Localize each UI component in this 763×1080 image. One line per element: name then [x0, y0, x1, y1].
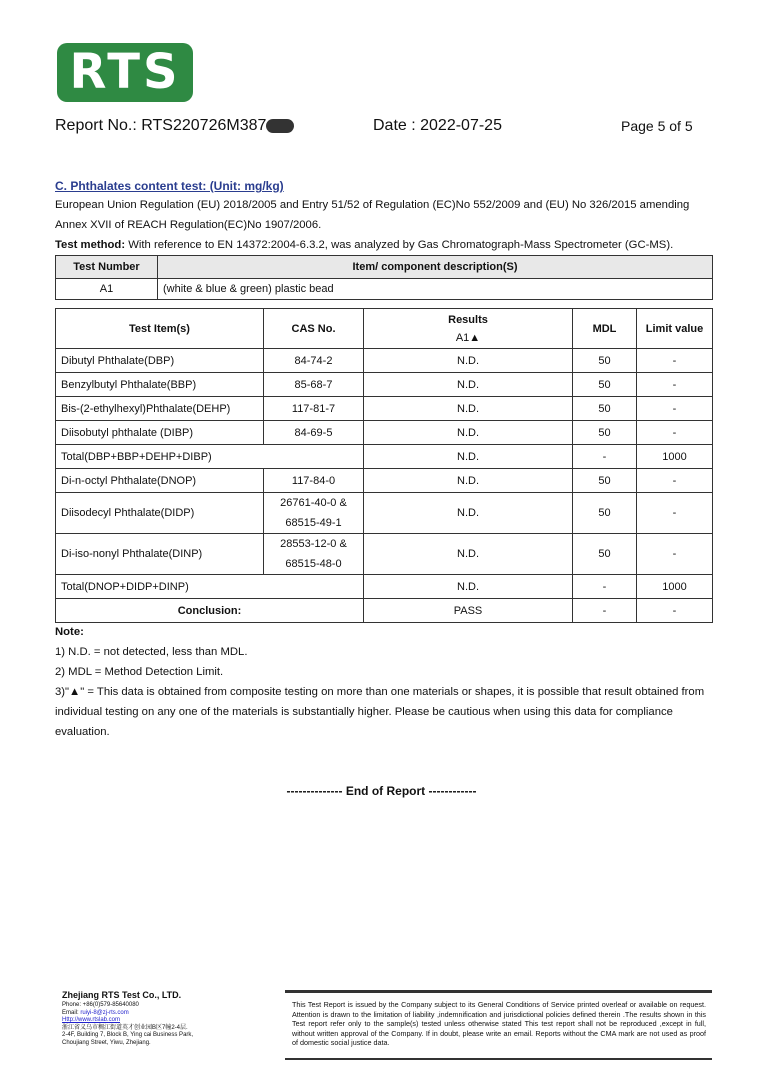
mdl-value: 50	[573, 349, 637, 373]
cas-number-2: 68515-49-1	[285, 517, 342, 529]
result-row	[56, 575, 713, 599]
col-header-item: Test Item(s)	[56, 309, 264, 349]
mdl-value: 50	[573, 421, 637, 445]
result-row	[56, 421, 713, 445]
cas-number: 117-84-0	[264, 469, 364, 493]
test-method	[55, 235, 715, 255]
website-link[interactable]: Http://www.rtslab.com	[62, 1017, 121, 1023]
cas-number: 85-68-7	[264, 373, 364, 397]
email-link[interactable]: ruiyi-8@zj-rts.com	[80, 1009, 129, 1016]
mdl-value: 50	[573, 469, 637, 493]
result-row	[56, 534, 713, 575]
conclusion-limit: -	[637, 599, 713, 623]
mdl-value: 50	[573, 493, 637, 534]
conclusion-label: Conclusion:	[56, 599, 364, 623]
col-header-test-number: Test Number	[56, 256, 158, 279]
test-method-label: Test method:	[55, 239, 126, 251]
limit-value: -	[637, 373, 713, 397]
mdl-value: -	[573, 575, 637, 599]
address-cn: 浙江省义乌市稠江街道英才创业园B区7幢2-4层.	[62, 1024, 188, 1031]
address-line-2: Choujiang Street, Yiwu, Zhejiang.	[62, 1039, 151, 1046]
result-value: N.D.	[364, 469, 573, 493]
company-contact	[62, 1002, 242, 1047]
limit-value: -	[637, 349, 713, 373]
test-item: Dibutyl Phthalate(DBP)	[56, 349, 264, 373]
limit-value: 1000	[637, 575, 713, 599]
result-value: N.D.	[364, 349, 573, 373]
email-label: Email:	[62, 1009, 81, 1016]
page-number: Page 5 of 5	[621, 118, 693, 134]
result-value: N.D.	[364, 397, 573, 421]
test-item: Bis-(2-ethylhexyl)Phthalate(DEHP)	[56, 397, 264, 421]
sample-table	[55, 255, 713, 300]
regulation-text: European Union Regulation (EU) 2018/2005 and Entry 51/52 of Regulation (EC)No 552/2009 and (EU) No 326/2015 amending Annex XVII of REACH Regulation(EC)No 1907/2006.	[55, 199, 690, 231]
limit-value: -	[637, 397, 713, 421]
note-1: 1) N.D. = not detected, less than MDL.	[55, 646, 248, 658]
limit-value: -	[637, 493, 713, 534]
cas-number: 26761-40-0 &	[280, 497, 347, 509]
conclusion-row	[56, 599, 713, 623]
col-header-cas: CAS No.	[264, 309, 364, 349]
redaction-mark	[266, 119, 294, 133]
result-row	[56, 373, 713, 397]
note-3: 3)"▲" = This data is obtained from composite testing on more than one materials or shapes, it is possible that result obtained from individual testing on any one of the materials is substantially higher. Please be cautious when using this data for compliance evaluation.	[55, 686, 705, 738]
cas-number: 84-69-5	[264, 421, 364, 445]
result-value: N.D.	[364, 575, 573, 599]
col-header-results: Results	[448, 313, 488, 326]
mdl-value: 50	[573, 373, 637, 397]
col-header-sample: A1▲	[455, 331, 481, 344]
result-row	[56, 469, 713, 493]
cas-number: 28553-12-0 &	[280, 538, 347, 550]
result-row	[56, 397, 713, 421]
footer-divider-top	[285, 990, 712, 993]
limit-value: 1000	[637, 445, 713, 469]
cas-number: 84-74-2	[264, 349, 364, 373]
notes-title: Note:	[55, 626, 84, 638]
report-number	[55, 117, 294, 135]
section-title: C. Phthalates content test: (Unit: mg/kg)	[55, 179, 284, 193]
rts-logo: RTS	[57, 43, 193, 102]
test-item: Total(DNOP+DIDP+DINP)	[56, 575, 364, 599]
result-row	[56, 445, 713, 469]
report-date: Date : 2022-07-25	[373, 117, 502, 134]
report-number-label: Report No.:	[55, 117, 137, 134]
sample-number: A1	[56, 279, 158, 300]
mdl-value: -	[573, 445, 637, 469]
test-item: Di-n-octyl Phthalate(DNOP)	[56, 469, 264, 493]
col-header-mdl: MDL	[573, 309, 637, 349]
col-header-limit: Limit value	[637, 309, 713, 349]
col-header-description: Item/ component description(S)	[158, 256, 713, 279]
results-table	[55, 308, 713, 623]
conclusion-result: PASS	[364, 599, 573, 623]
result-value: N.D.	[364, 421, 573, 445]
result-value: N.D.	[364, 493, 573, 534]
conclusion-mdl: -	[573, 599, 637, 623]
sample-description: (white & blue & green) plastic bead	[158, 279, 713, 300]
limit-value: -	[637, 469, 713, 493]
cas-number: 117-81-7	[264, 397, 364, 421]
limit-value: -	[637, 421, 713, 445]
mdl-value: 50	[573, 534, 637, 575]
limit-value: -	[637, 534, 713, 575]
test-item: Diisodecyl Phthalate(DIDP)	[56, 493, 264, 534]
cas-number-2: 68515-48-0	[285, 558, 342, 570]
result-row	[56, 349, 713, 373]
report-number-value: RTS220726M387	[141, 117, 267, 134]
note-2: 2) MDL = Method Detection Limit.	[55, 666, 224, 678]
end-of-report: -------------- End of Report ------------	[286, 784, 477, 798]
mdl-value: 50	[573, 397, 637, 421]
test-method-text: With reference to EN 14372:2004-6.3.2, was analyzed by Gas Chromatograph-Mass Spectrometer (GC-MS).	[125, 239, 674, 251]
result-value: N.D.	[364, 534, 573, 575]
footer-divider-bottom	[285, 1058, 712, 1060]
test-item: Diisobutyl phthalate (DIBP)	[56, 421, 264, 445]
result-value: N.D.	[364, 445, 573, 469]
test-item: Benzylbutyl Phthalate(BBP)	[56, 373, 264, 397]
address-line-1: 2-4F, Building 7, Block B, Ying cai Business Park,	[62, 1032, 194, 1038]
company-phone: Phone: +86(0)579-85640080	[62, 1002, 139, 1008]
result-value: N.D.	[364, 373, 573, 397]
test-item: Total(DBP+BBP+DEHP+DIBP)	[56, 445, 364, 469]
disclaimer: This Test Report is issued by the Company subject to its General Conditions of Service printed overleaf or available on request. Attention is drawn to the limitation of liability ,indemnification and jurisdictional policies defined therein .The results shown in this Test report refer only to the sample(s) tested unless otherwise stated This test report shall not be reproduced ,except in full, without written approval of the Company. If in doubt, please write an email. Reports without the CMA mark are not used as proof of domestic social justice data.	[292, 1000, 706, 1048]
company-name: Zhejiang RTS Test Co., LTD.	[62, 990, 182, 1000]
test-item: Di-iso-nonyl Phthalate(DINP)	[56, 534, 264, 575]
result-row	[56, 493, 713, 534]
